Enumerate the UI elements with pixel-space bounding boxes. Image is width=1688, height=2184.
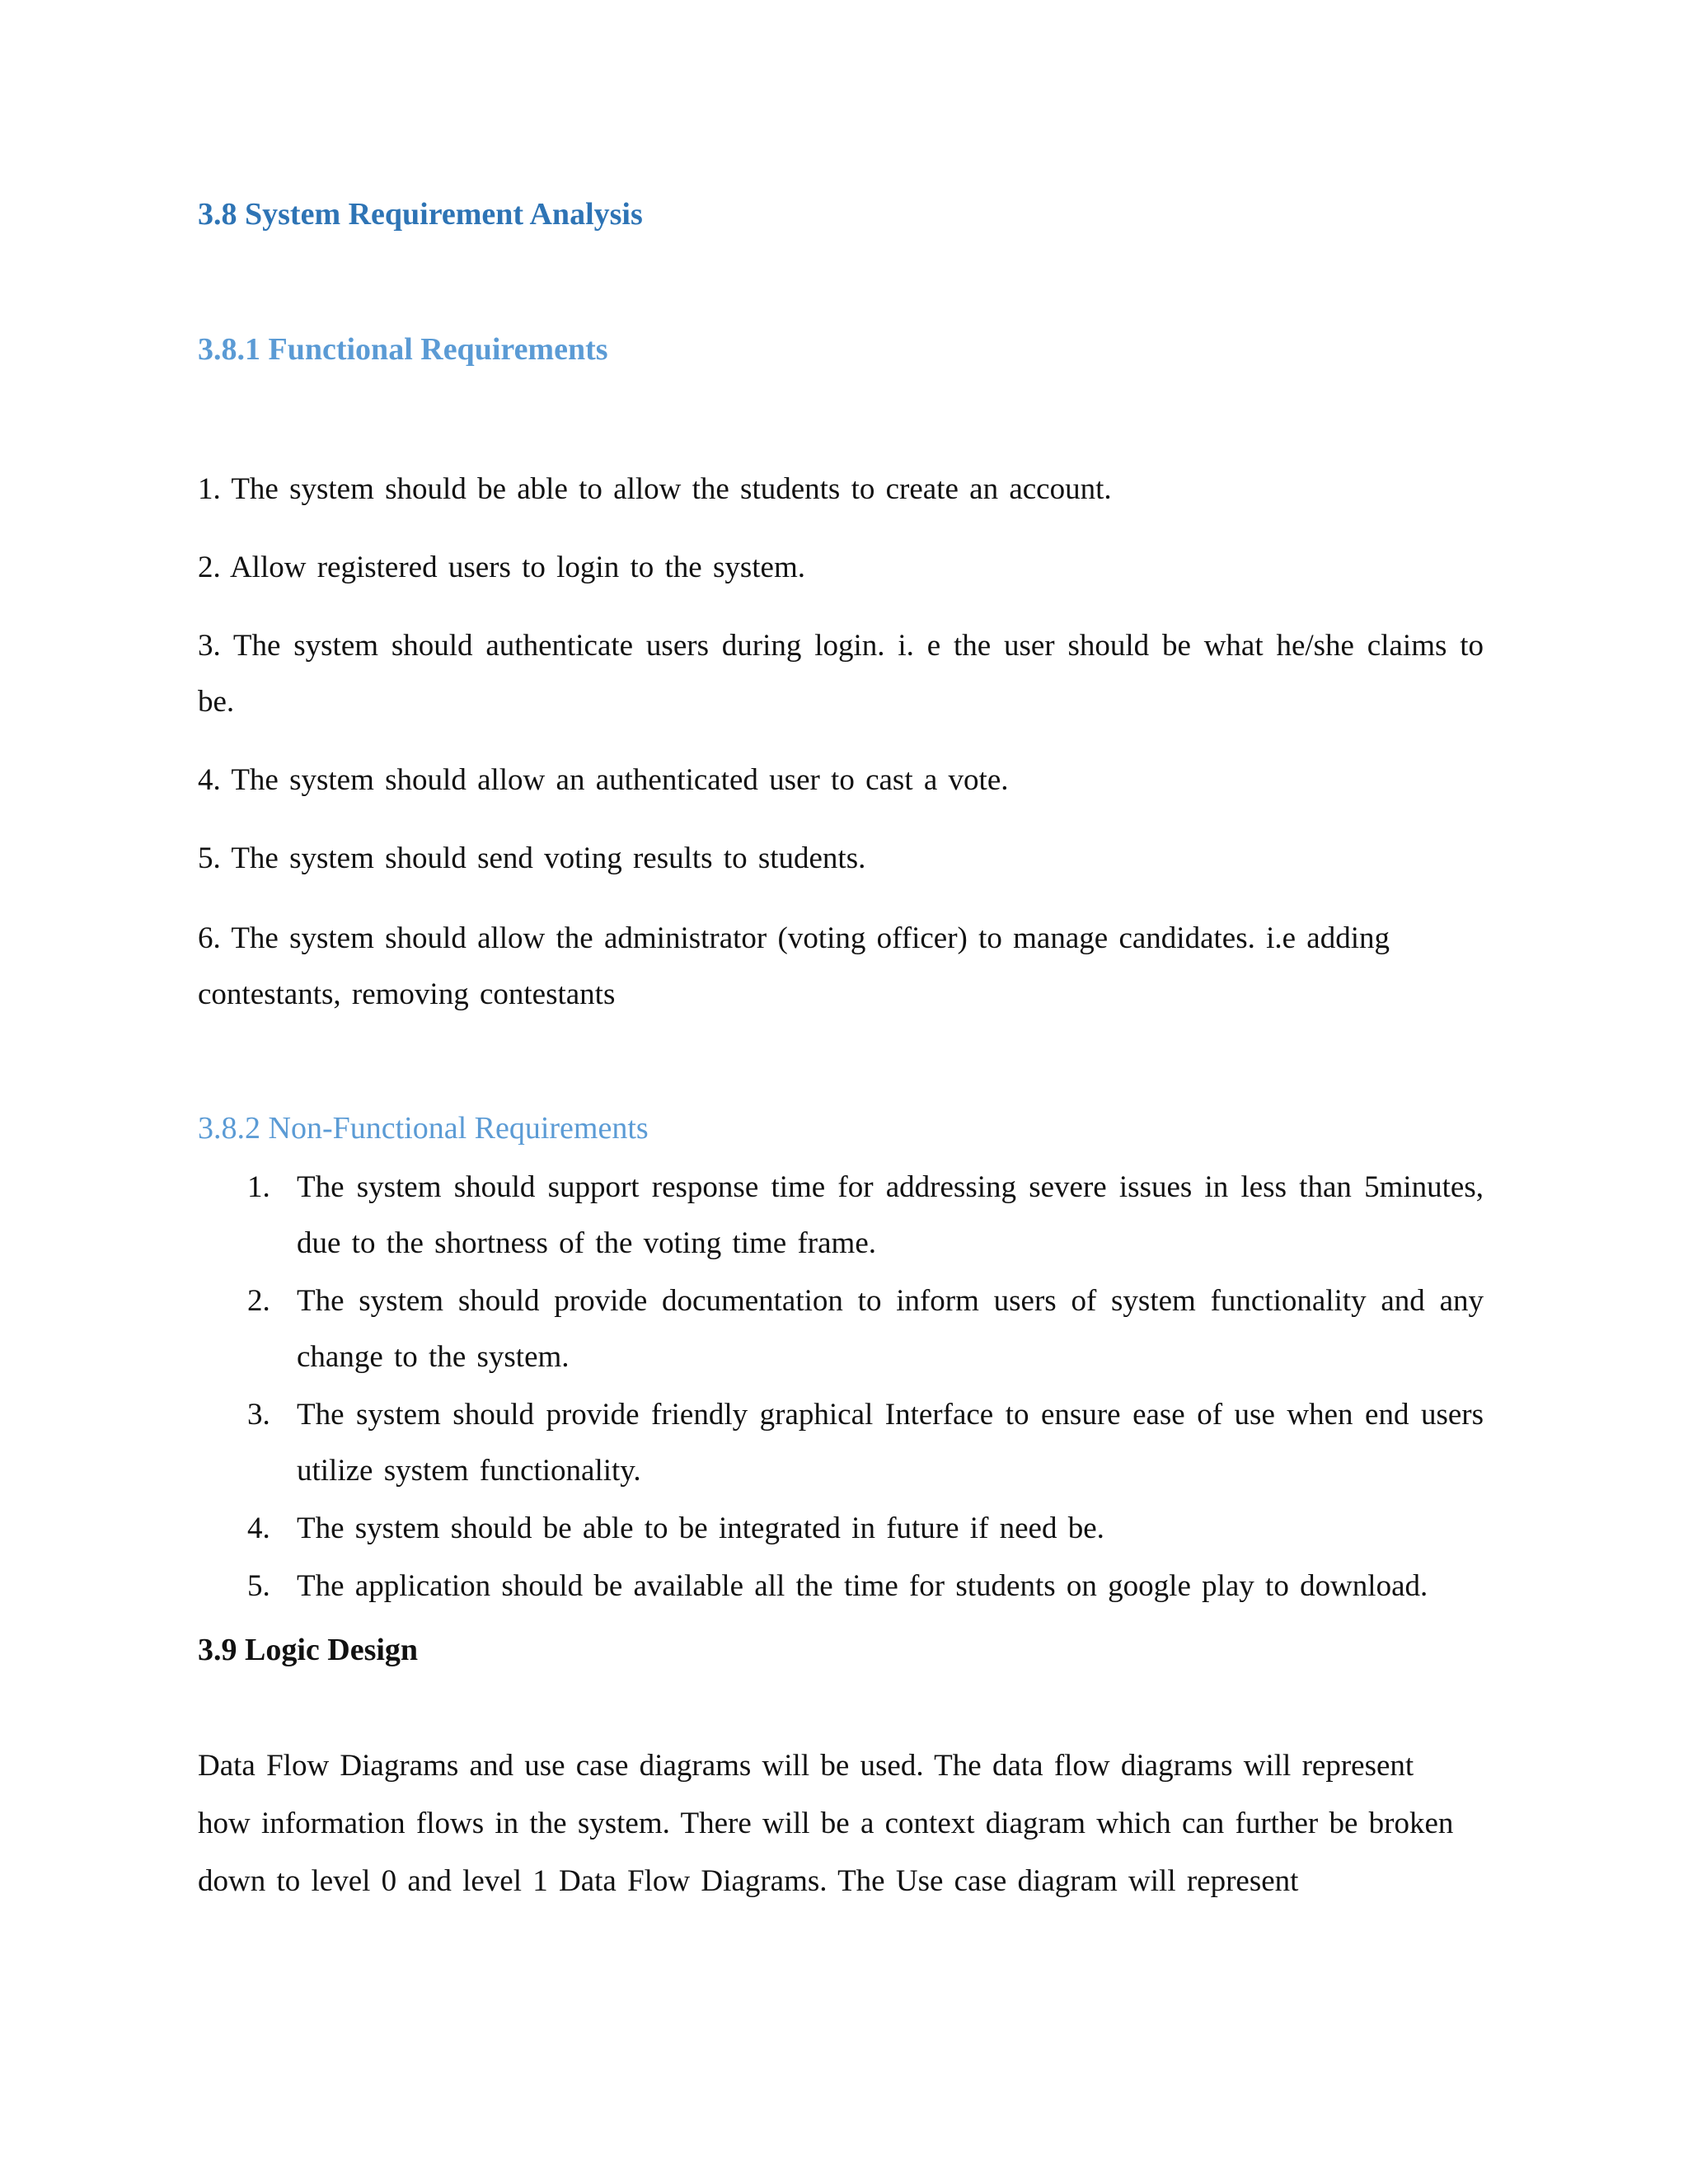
list-text: The system should provide friendly graphical Interface to ensure ease of use when end users utilize system functionality. [297, 1398, 1484, 1488]
list-number: 1. [247, 1170, 270, 1204]
logic-design-heading: 3.9 Logic Design [198, 1633, 419, 1667]
non-functional-requirements-heading: 3.8.2 Non-Functional Requirements [198, 1111, 649, 1146]
list-text: The system should support response time for addressing severe issues in less than 5minutes, due to the shortness of the voting time frame. [297, 1170, 1484, 1260]
list-item [198, 1273, 1484, 1385]
list-item [198, 1387, 1484, 1499]
list-number: 4. [247, 1511, 270, 1545]
list-text: The system should provide documentation to inform users of system functionality and any change to the system. [297, 1284, 1484, 1374]
list-number: 3. [247, 1398, 270, 1432]
logic-design-paragraph: Data Flow Diagrams and use case diagrams will be used. The data flow diagrams will represent how information flows in the system. There will be a context diagram which can further be broken down to level 0 and level 1 Data Flow Diagrams. The Use case diagram will represent [198, 1749, 1454, 1898]
functional-item-2: 2. Allow registered users to login to the system. [198, 551, 805, 584]
functional-item-3: 3. The system should authenticate users during login. i. e the user should be what he/she claims to be. [198, 629, 1484, 719]
functional-item-6: 6. The system should allow the administrator (voting officer) to manage candidates. i.e adding contestants, removing contestants [198, 921, 1390, 1011]
section-heading: 3.8 System Requirement Analysis [198, 197, 643, 232]
list-item [198, 1160, 1484, 1272]
list-item [198, 1501, 1484, 1557]
functional-item-1: 1. The system should be able to allow the students to create an account. [198, 472, 1112, 506]
functional-item-5: 5. The system should send voting results to students. [198, 841, 866, 875]
list-item [198, 1558, 1484, 1615]
functional-item-4: 4. The system should allow an authenticated user to cast a vote. [198, 763, 1009, 797]
list-text: The system should be able to be integrated in future if need be. [297, 1511, 1104, 1545]
list-text: The application should be available all the time for students on google play to download. [297, 1569, 1428, 1603]
non-functional-list [198, 1160, 1484, 1616]
list-number: 5. [247, 1569, 270, 1603]
functional-requirements-heading: 3.8.1 Functional Requirements [198, 332, 608, 367]
list-number: 2. [247, 1284, 270, 1318]
